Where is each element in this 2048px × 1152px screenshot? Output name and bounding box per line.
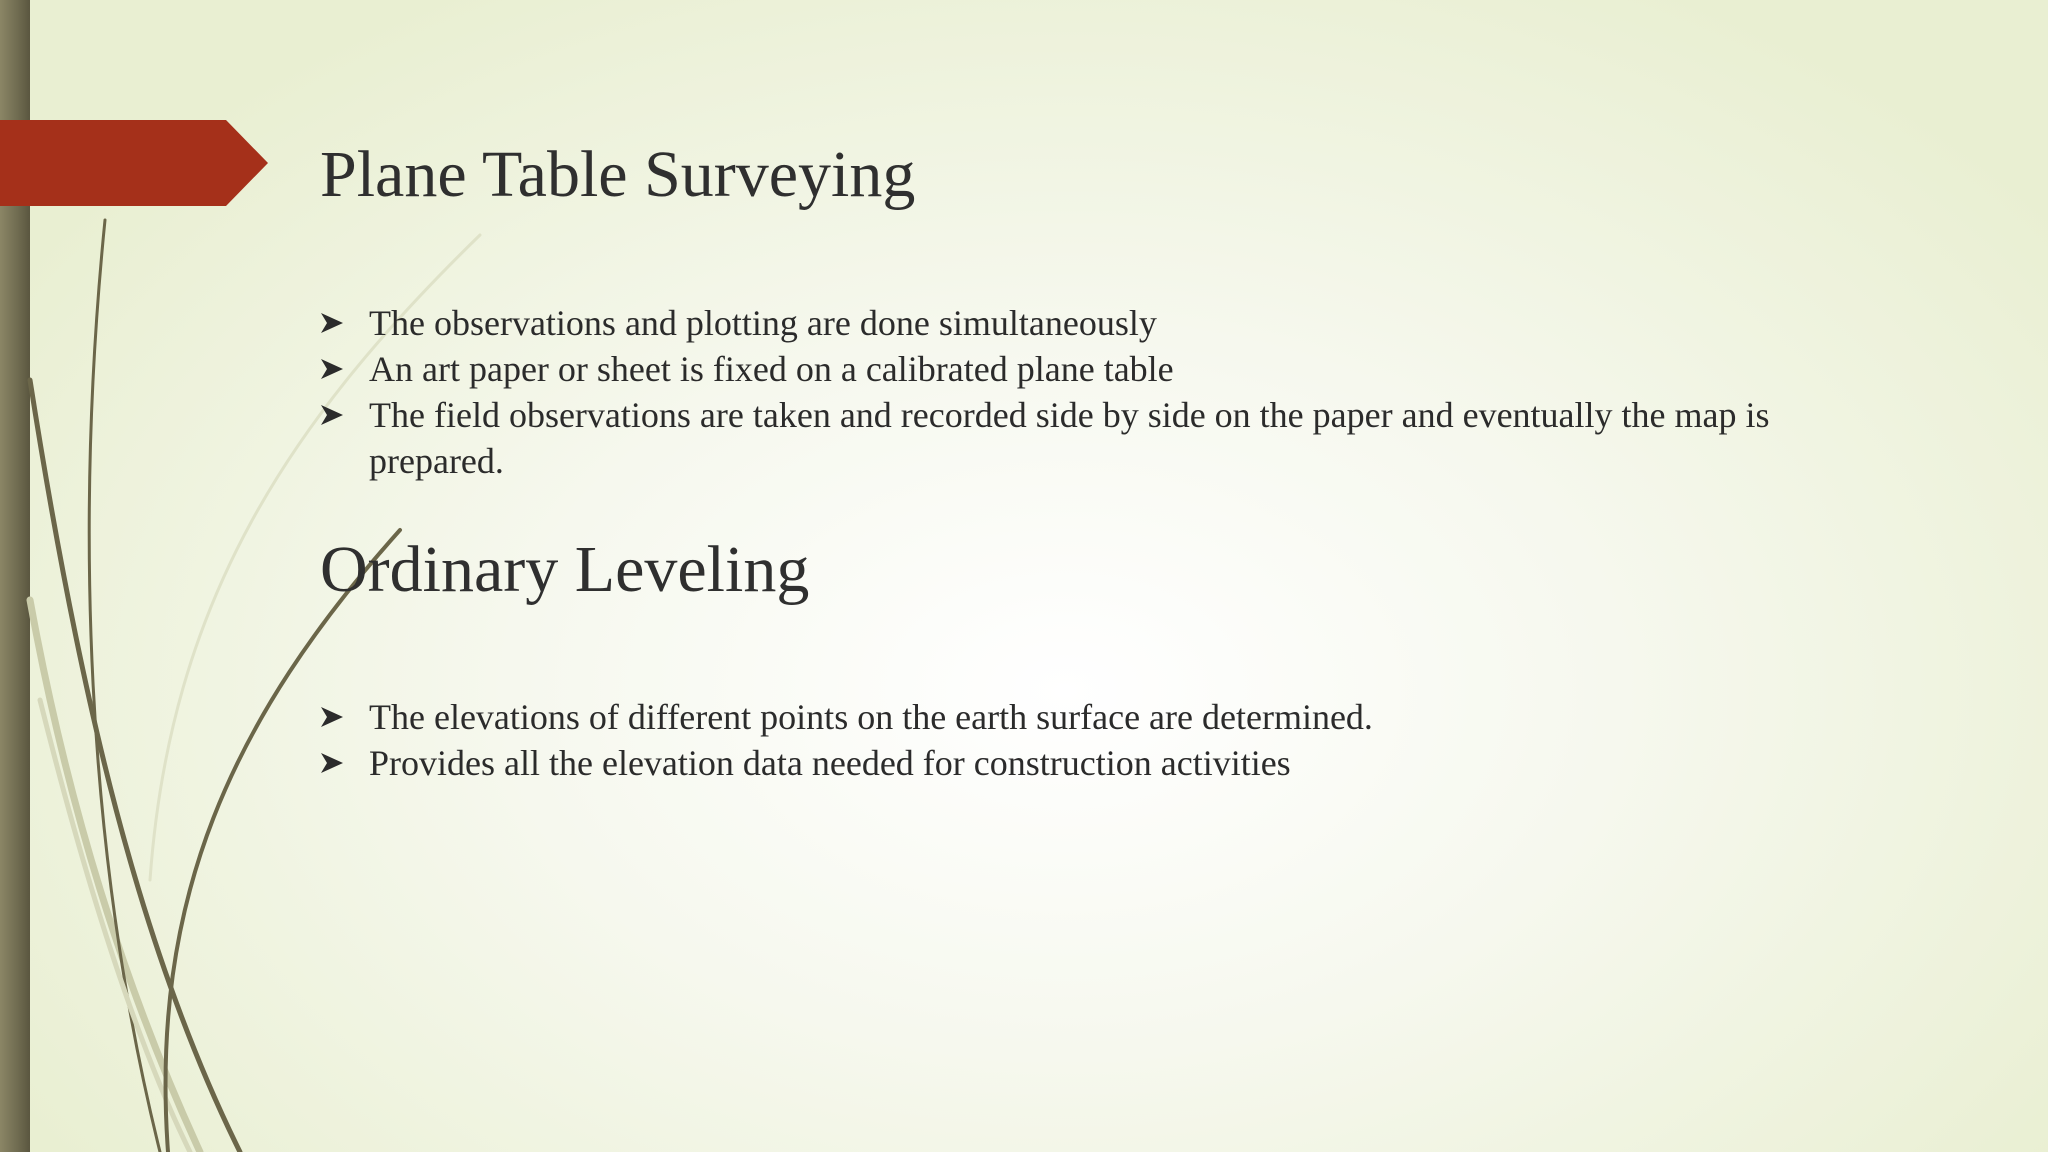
arrowhead-bullet-icon [320, 752, 344, 774]
bullet-list-ordinary-leveling [320, 694, 1880, 786]
list-item [320, 346, 1880, 392]
bullet-text: The field observations are taken and recorded side by side on the paper and eventually the map is prepared. [369, 395, 1770, 481]
list-item [320, 740, 1880, 786]
bullet-text: An art paper or sheet is fixed on a calibrated plane table [369, 349, 1174, 389]
bullet-text: The elevations of different points on the earth surface are determined. [369, 697, 1373, 737]
list-item [320, 694, 1880, 740]
arrowhead-bullet-icon [320, 404, 344, 426]
list-item [320, 392, 1880, 484]
section-heading-ordinary-leveling: Ordinary Leveling [320, 533, 810, 606]
section-heading-plane-table: Plane Table Surveying [320, 138, 916, 211]
bullet-text: The observations and plotting are done simultaneously [369, 303, 1157, 343]
arrowhead-bullet-icon [320, 312, 344, 334]
list-item [320, 300, 1880, 346]
bullet-list-plane-table [320, 300, 1880, 484]
bullet-text: Provides all the elevation data needed for construction activities [369, 743, 1291, 783]
arrowhead-bullet-icon [320, 358, 344, 380]
title-accent-arrow [0, 120, 270, 206]
arrowhead-bullet-icon [320, 706, 344, 728]
